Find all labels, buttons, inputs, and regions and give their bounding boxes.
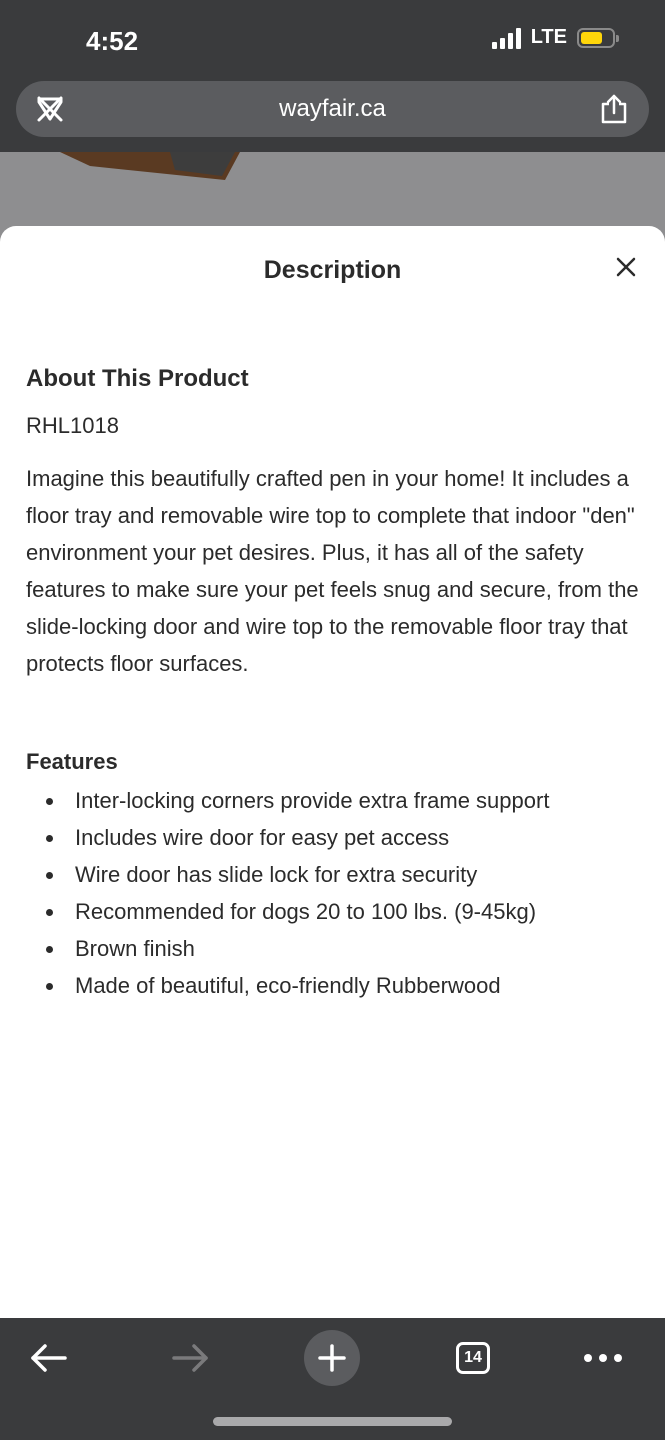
status-indicators	[492, 26, 615, 49]
back-button[interactable]	[21, 1330, 77, 1386]
network-type: LTE	[530, 26, 567, 48]
description-sheet	[0, 226, 665, 1318]
forward-button[interactable]	[162, 1330, 218, 1386]
feature-item: Brown finish	[26, 930, 646, 967]
url-text[interactable]: wayfair.ca	[279, 95, 386, 122]
more-icon	[583, 1353, 623, 1363]
status-time: 4:52	[86, 26, 139, 56]
close-icon[interactable]	[615, 256, 637, 278]
sheet-title: Description	[263, 256, 402, 284]
product-description: Imagine this beautifully crafted pen in your home! It includes a floor tray and removable wire top to complete that indoor "den" environment your pet desires. Plus, it has all of the safety features to make sure your pet feels snug and secure, from the slide-locking door and wire top to the removable floor tray that protects floor surfaces.	[26, 466, 639, 676]
share-icon[interactable]	[599, 93, 629, 125]
features-heading: Features	[26, 749, 118, 774]
feature-item: Made of beautiful, eco-friendly Rubberwood	[26, 967, 646, 1004]
battery-level	[581, 32, 602, 44]
tab-count: 14	[456, 1342, 490, 1374]
forward-arrow-icon	[170, 1342, 210, 1374]
address-bar[interactable]	[16, 81, 649, 137]
new-tab-button[interactable]	[304, 1330, 360, 1386]
features-list	[26, 782, 646, 1004]
battery-icon	[577, 28, 615, 48]
feature-item: Includes wire door for easy pet access	[26, 819, 646, 856]
tabs-button[interactable]	[445, 1330, 501, 1386]
about-heading: About This Product	[26, 365, 249, 392]
more-menu-button[interactable]	[575, 1330, 631, 1386]
product-image	[60, 152, 240, 182]
plus-icon	[318, 1344, 346, 1372]
description-content	[26, 364, 646, 1004]
home-indicator	[213, 1417, 452, 1426]
status-bar	[0, 0, 665, 78]
back-arrow-icon	[29, 1342, 69, 1374]
cellular-signal-icon	[492, 27, 521, 49]
feature-item: Recommended for dogs 20 to 100 lbs. (9-45kg)	[26, 893, 646, 930]
feature-item: Inter-locking corners provide extra frame support	[26, 782, 646, 819]
feature-item: Wire door has slide lock for extra security	[26, 856, 646, 893]
browser-toolbar	[0, 1318, 665, 1440]
product-sku: RHL1018	[26, 413, 119, 438]
